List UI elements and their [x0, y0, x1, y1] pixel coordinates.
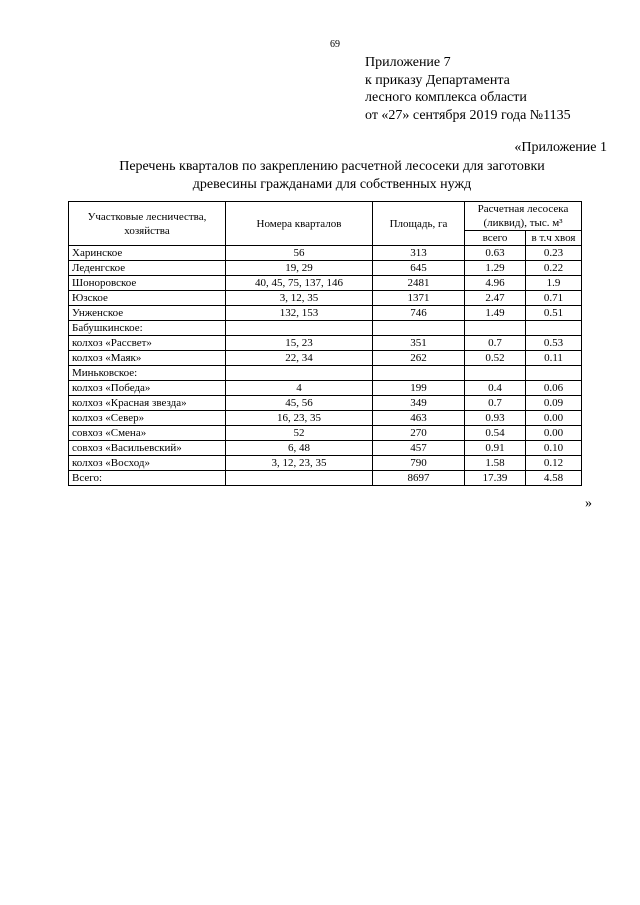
cell-quarters: 16, 23, 35: [226, 411, 373, 426]
cell-total: 0.54: [465, 426, 526, 441]
cell-total: 1.58: [465, 456, 526, 471]
cell-area: 457: [373, 441, 465, 456]
cell-quarters: 45, 56: [226, 396, 373, 411]
cell-quarters: 3, 12, 23, 35: [226, 456, 373, 471]
cell-conifer: 0.53: [526, 336, 582, 351]
cell-quarters: [226, 366, 373, 381]
cell-total: 0.4: [465, 381, 526, 396]
cell-area: 262: [373, 351, 465, 366]
header-line-2: к приказу Департамента: [365, 72, 510, 88]
order-header: [365, 54, 571, 124]
cell-quarters: 40, 45, 75, 137, 146: [226, 276, 373, 291]
table-row: [69, 336, 582, 351]
cell-conifer: [526, 366, 582, 381]
cell-name: колхоз «Север»: [69, 411, 226, 426]
cell-quarters: [226, 321, 373, 336]
cell-name: колхоз «Победа»: [69, 381, 226, 396]
cell-name: Харинское: [69, 246, 226, 261]
cell-conifer: 0.06: [526, 381, 582, 396]
cell-area: 349: [373, 396, 465, 411]
cell-total: 0.7: [465, 336, 526, 351]
cell-name: Миньковское:: [69, 366, 226, 381]
cell-area: 2481: [373, 276, 465, 291]
cell-total: 0.93: [465, 411, 526, 426]
cell-total: [465, 321, 526, 336]
cell-name: колхоз «Восход»: [69, 456, 226, 471]
cell-name: Бабушкинское:: [69, 321, 226, 336]
cell-name: Шоноровское: [69, 276, 226, 291]
cell-quarters: 19, 29: [226, 261, 373, 276]
cell-area: 351: [373, 336, 465, 351]
cell-total: 0.91: [465, 441, 526, 456]
table-row: [69, 441, 582, 456]
cell-conifer: 0.00: [526, 411, 582, 426]
cell-total: 1.29: [465, 261, 526, 276]
cell-area: 8697: [373, 471, 465, 486]
cell-conifer: 0.00: [526, 426, 582, 441]
cell-total: 2.47: [465, 291, 526, 306]
table-row: [69, 261, 582, 276]
cell-area: 645: [373, 261, 465, 276]
cell-conifer: 0.23: [526, 246, 582, 261]
header-forestry: Участковые лесничества, хозяйства: [69, 202, 226, 246]
header-quarters: Номера кварталов: [226, 202, 373, 246]
header-cutting: Расчетная лесосека (ликвид), тыс. м³: [465, 202, 582, 231]
header-conifer: в т.ч хвоя: [526, 231, 582, 246]
cell-quarters: 56: [226, 246, 373, 261]
cell-name: колхоз «Красная звезда»: [69, 396, 226, 411]
cell-name: Унженское: [69, 306, 226, 321]
cell-name: Всего:: [69, 471, 226, 486]
cell-name: колхоз «Рассвет»: [69, 336, 226, 351]
header-line-4: от «27» сентября 2019 года №1135: [365, 107, 571, 123]
cell-name: Юзское: [69, 291, 226, 306]
cell-area: 1371: [373, 291, 465, 306]
cell-total: 17.39: [465, 471, 526, 486]
table-row: [69, 411, 582, 426]
table-row: [69, 456, 582, 471]
title-line-2: древесины гражданами для собственных нужд: [192, 176, 472, 192]
table-row: [69, 246, 582, 261]
cell-conifer: 1.9: [526, 276, 582, 291]
quarters-table: [68, 201, 582, 486]
cell-total: 0.63: [465, 246, 526, 261]
cell-total: 0.7: [465, 396, 526, 411]
cell-conifer: 4.58: [526, 471, 582, 486]
cell-conifer: 0.10: [526, 441, 582, 456]
table-body: [69, 246, 582, 486]
title-line-1: Перечень кварталов по закреплению расчетной лесосеки для заготовки: [119, 159, 545, 174]
cell-quarters: 52: [226, 426, 373, 441]
cell-total: 4.96: [465, 276, 526, 291]
cell-area: [373, 321, 465, 336]
header-line-3: лесного комплекса области: [365, 90, 527, 105]
cell-area: 746: [373, 306, 465, 321]
cell-name: Ледeнгское: [69, 261, 226, 276]
page-number: 69: [330, 39, 340, 50]
cell-total: [465, 366, 526, 381]
cell-quarters: 4: [226, 381, 373, 396]
cell-conifer: [526, 321, 582, 336]
cell-name: совхоз «Васильевский»: [69, 441, 226, 456]
cell-quarters: [226, 471, 373, 486]
cell-conifer: 0.71: [526, 291, 582, 306]
cell-conifer: 0.09: [526, 396, 582, 411]
cell-conifer: 0.51: [526, 306, 582, 321]
header-total: всего: [465, 231, 526, 246]
cell-area: 313: [373, 246, 465, 261]
cell-quarters: 6, 48: [226, 441, 373, 456]
cell-area: 199: [373, 381, 465, 396]
cell-total: 0.52: [465, 351, 526, 366]
cell-total: 1.49: [465, 306, 526, 321]
cell-area: [373, 366, 465, 381]
cell-area: 270: [373, 426, 465, 441]
table-row: [69, 366, 582, 381]
cell-quarters: 132, 153: [226, 306, 373, 321]
table-row: [69, 351, 582, 366]
cell-area: 790: [373, 456, 465, 471]
table-row: [69, 291, 582, 306]
annex-reference: «Приложение 1: [514, 140, 607, 155]
cell-name: совхоз «Смена»: [69, 426, 226, 441]
table-row: [69, 381, 582, 396]
cell-quarters: 3, 12, 35: [226, 291, 373, 306]
cell-conifer: 0.12: [526, 456, 582, 471]
document-title: [60, 158, 604, 193]
table-row: [69, 471, 582, 486]
cell-conifer: 0.11: [526, 351, 582, 366]
cell-name: колхоз «Маяк»: [69, 351, 226, 366]
table-row: [69, 396, 582, 411]
cell-area: 463: [373, 411, 465, 426]
closing-quote: »: [585, 496, 592, 511]
cell-conifer: 0.22: [526, 261, 582, 276]
table-row: [69, 276, 582, 291]
table-row: [69, 306, 582, 321]
table-row: [69, 426, 582, 441]
table-row: [69, 321, 582, 336]
cell-quarters: 22, 34: [226, 351, 373, 366]
header-area: Площадь, га: [373, 202, 465, 246]
cell-quarters: 15, 23: [226, 336, 373, 351]
header-line-1: Приложение 7: [365, 55, 451, 70]
